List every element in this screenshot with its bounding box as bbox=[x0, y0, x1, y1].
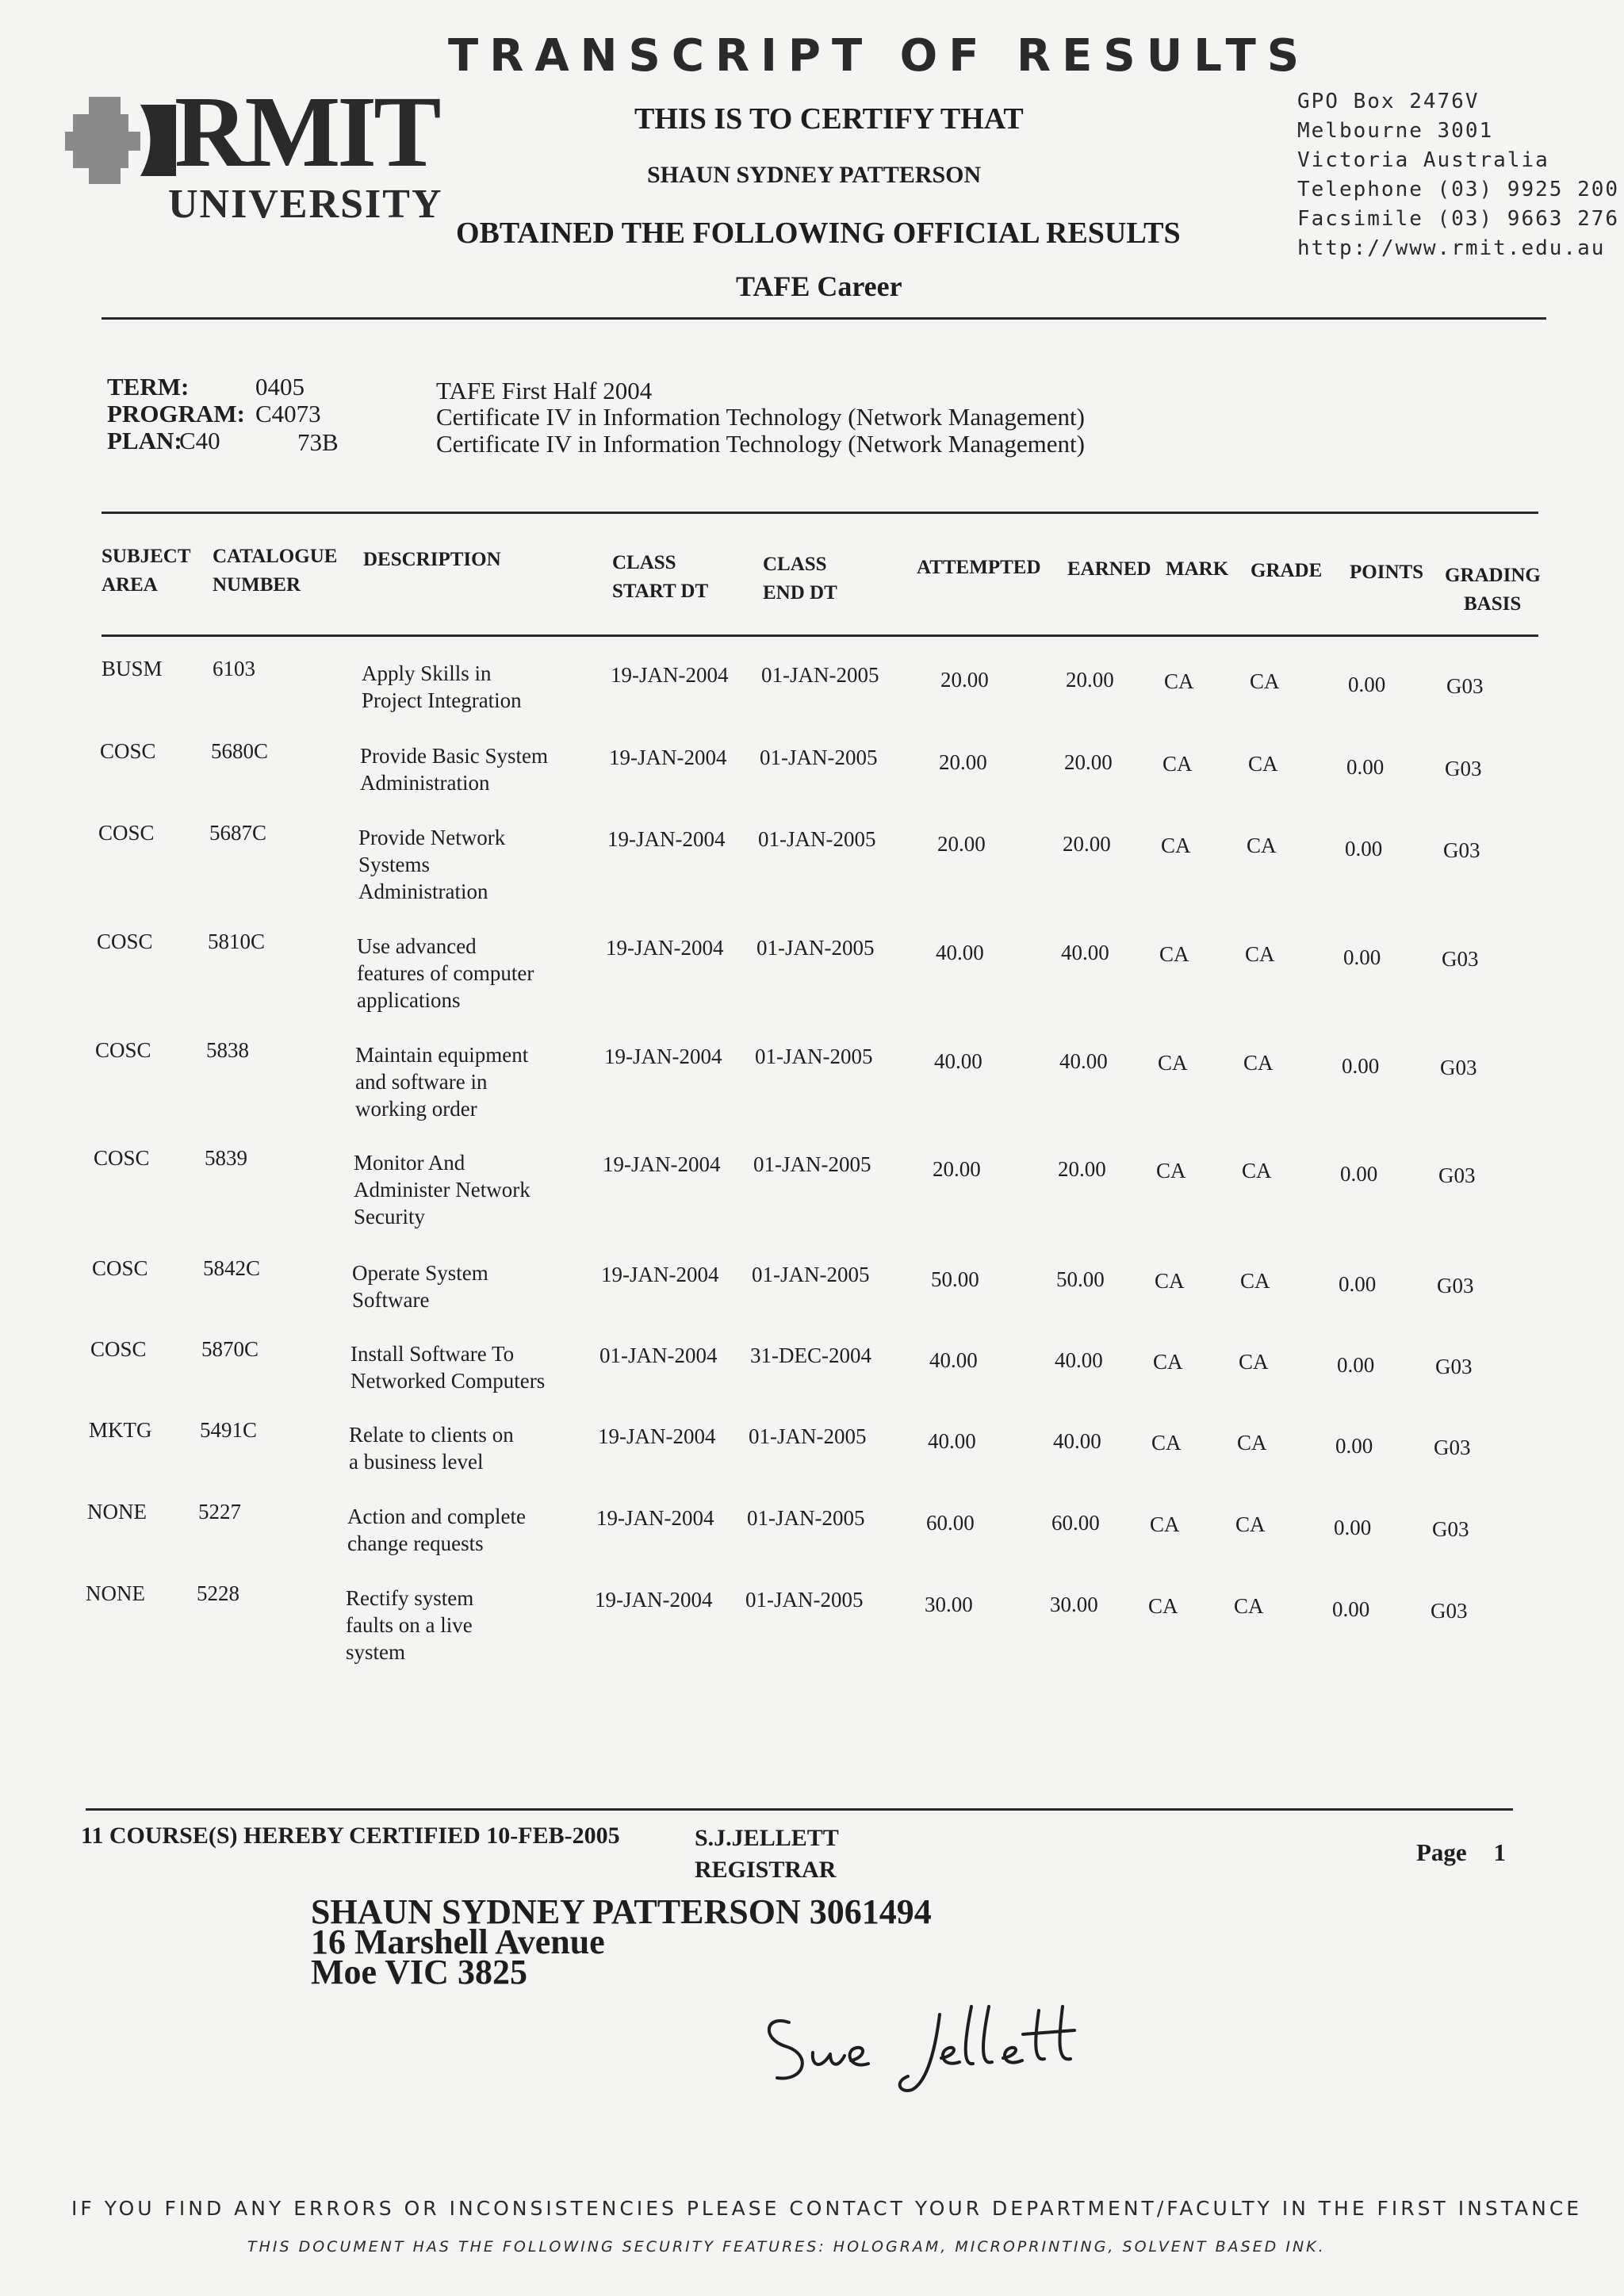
description-line: system bbox=[346, 1640, 406, 1664]
cell-points: 0.00 bbox=[1334, 1516, 1372, 1539]
cell-catalogue: 6103 bbox=[213, 657, 255, 680]
obtained-line: OBTAINED THE FOLLOWING OFFICIAL RESULTS bbox=[456, 217, 1181, 250]
cell-start: 19-JAN-2004 bbox=[609, 746, 727, 769]
cell-end: 01-JAN-2005 bbox=[752, 1263, 870, 1286]
cell-start: 19-JAN-2004 bbox=[596, 1506, 714, 1530]
cell-mark: CA bbox=[1155, 1269, 1185, 1293]
cell-points: 0.00 bbox=[1343, 945, 1381, 969]
cell-end: 01-JAN-2005 bbox=[747, 1506, 865, 1530]
col-header-subject: SUBJECT AREA bbox=[102, 546, 191, 596]
description-line: Administration bbox=[360, 771, 490, 795]
courses-certified-line: 11 COURSE(S) HEREBY CERTIFIED 10-FEB-2005 bbox=[81, 1823, 620, 1849]
table-header-rule bbox=[102, 634, 1538, 637]
cell-end: 01-JAN-2005 bbox=[756, 936, 875, 960]
student-name-header: SHAUN SYDNEY PATTERSON bbox=[647, 162, 982, 188]
certify-line: THIS IS TO CERTIFY THAT bbox=[634, 102, 1024, 136]
address-line: Victoria Australia bbox=[1297, 148, 1549, 172]
cell-grade: CA bbox=[1235, 1512, 1266, 1536]
security-features-note: THIS DOCUMENT HAS THE FOLLOWING SECURITY FEATURES: HOLOGRAM, MICROPRINTING, SOLVENT BASED INK. bbox=[247, 2238, 1326, 2256]
cell-attempted: 60.00 bbox=[926, 1511, 975, 1535]
cell-start: 19-JAN-2004 bbox=[595, 1588, 713, 1612]
description-line: Security bbox=[354, 1205, 425, 1228]
cell-catalogue: 5680C bbox=[211, 739, 269, 763]
description-line: Project Integration bbox=[362, 688, 522, 712]
description-line: Administration bbox=[358, 880, 488, 903]
cell-catalogue: 5870C bbox=[201, 1337, 259, 1361]
cell-catalogue: 5839 bbox=[205, 1146, 247, 1170]
header-rule bbox=[102, 317, 1546, 320]
col-header-end: CLASS END DT bbox=[763, 554, 837, 604]
cell-points: 0.00 bbox=[1339, 1272, 1377, 1296]
cell-mark: CA bbox=[1158, 1051, 1188, 1075]
cell-mark: CA bbox=[1161, 834, 1191, 857]
footer-rule bbox=[86, 1808, 1513, 1811]
description-line: applications bbox=[357, 988, 461, 1012]
cell-points: 0.00 bbox=[1345, 837, 1383, 861]
cell-subject: COSC bbox=[98, 821, 155, 845]
cell-points: 0.00 bbox=[1332, 1597, 1370, 1621]
cell-earned: 20.00 bbox=[1063, 832, 1111, 856]
description-line: Provide Network bbox=[358, 826, 506, 849]
cell-start: 19-JAN-2004 bbox=[603, 1152, 721, 1176]
description-line: Action and complete bbox=[347, 1504, 526, 1528]
cell-start: 19-JAN-2004 bbox=[601, 1263, 719, 1286]
cell-grade: CA bbox=[1234, 1594, 1264, 1618]
logo-wordmark: RMIT bbox=[174, 75, 439, 188]
cell-grade: CA bbox=[1245, 942, 1275, 966]
cell-start: 19-JAN-2004 bbox=[604, 1045, 722, 1068]
cell-basis: G03 bbox=[1432, 1517, 1469, 1541]
cell-earned: 40.00 bbox=[1061, 941, 1109, 964]
mailing-street: 16 Marshell Avenue bbox=[311, 1922, 605, 1961]
cell-start: 19-JAN-2004 bbox=[607, 827, 726, 851]
description-line: Operate System bbox=[352, 1261, 488, 1285]
cell-start: 01-JAN-2004 bbox=[599, 1343, 718, 1367]
cell-attempted: 30.00 bbox=[925, 1593, 973, 1616]
description-line: working order bbox=[355, 1097, 477, 1121]
cell-description bbox=[354, 1149, 530, 1230]
cell-subject: COSC bbox=[97, 930, 153, 953]
mailing-address bbox=[311, 1892, 932, 1991]
cell-mark: CA bbox=[1148, 1594, 1178, 1618]
page-label: Page bbox=[1416, 1838, 1467, 1866]
cell-earned: 40.00 bbox=[1055, 1348, 1103, 1372]
cell-description bbox=[349, 1421, 514, 1475]
col-header-basis: GRADING BASIS bbox=[1445, 565, 1541, 615]
cell-attempted: 40.00 bbox=[929, 1348, 978, 1372]
description-line: Monitor And bbox=[354, 1151, 465, 1175]
cell-mark: CA bbox=[1159, 942, 1189, 966]
cell-attempted: 20.00 bbox=[937, 832, 986, 856]
cell-subject: COSC bbox=[90, 1337, 147, 1361]
cell-mark: CA bbox=[1156, 1159, 1186, 1182]
cell-mark: CA bbox=[1151, 1431, 1182, 1455]
cell-attempted: 50.00 bbox=[931, 1267, 979, 1291]
cell-end: 01-JAN-2005 bbox=[760, 746, 878, 769]
col-header-grade: GRADE bbox=[1251, 560, 1323, 581]
description-line: a business level bbox=[349, 1450, 484, 1474]
description-line: features of computer bbox=[357, 961, 534, 985]
description-line: Software bbox=[352, 1288, 430, 1312]
address-line: GPO Box 2476V bbox=[1297, 90, 1480, 113]
plan-description: Certificate IV in Information Technology (Network Management) bbox=[436, 430, 1085, 458]
address-line: Telephone (03) 9925 200 bbox=[1297, 178, 1620, 201]
university-address bbox=[1297, 87, 1619, 263]
cell-attempted: 40.00 bbox=[936, 941, 984, 964]
col-header-attempted: ATTEMPTED bbox=[917, 557, 1041, 578]
cell-end: 01-JAN-2005 bbox=[758, 827, 876, 851]
registrar-signature bbox=[757, 1991, 1106, 2110]
description-line: Install Software To bbox=[350, 1342, 515, 1366]
description-line: and software in bbox=[355, 1070, 488, 1094]
program-description: Certificate IV in Information Technology (Network Management) bbox=[436, 403, 1085, 431]
term-description: TAFE First Half 2004 bbox=[436, 377, 653, 404]
errors-disclaimer: IF YOU FIND ANY ERRORS OR INCONSISTENCIES PLEASE CONTACT YOUR DEPARTMENT/FACULTY IN THE FIRST INSTANCE bbox=[71, 2197, 1583, 2220]
cell-description bbox=[358, 824, 505, 905]
registrar-block bbox=[695, 1823, 839, 1886]
document-title: TRANSCRIPT OF RESULTS bbox=[448, 30, 1311, 82]
cell-catalogue: 5842C bbox=[203, 1256, 261, 1280]
cell-catalogue: 5810C bbox=[208, 930, 266, 953]
cell-description bbox=[355, 1041, 528, 1122]
cell-attempted: 40.00 bbox=[928, 1429, 976, 1453]
cell-subject: BUSM bbox=[102, 657, 163, 680]
cell-end: 01-JAN-2005 bbox=[749, 1424, 867, 1448]
cell-description bbox=[357, 933, 534, 1014]
address-line: http://www.rmit.edu.au bbox=[1297, 236, 1606, 260]
cell-grade: CA bbox=[1243, 1051, 1274, 1075]
cell-description bbox=[362, 660, 522, 714]
cell-earned: 30.00 bbox=[1050, 1593, 1098, 1616]
cell-earned: 40.00 bbox=[1053, 1429, 1101, 1453]
cell-description bbox=[350, 1340, 545, 1394]
page-number: 1 bbox=[1493, 1838, 1506, 1866]
program-value: C4073 bbox=[255, 400, 321, 427]
cell-basis: G03 bbox=[1446, 674, 1484, 698]
cell-description bbox=[346, 1585, 473, 1665]
cell-subject: MKTG bbox=[89, 1418, 152, 1442]
cell-end: 01-JAN-2005 bbox=[745, 1588, 864, 1612]
term-rule bbox=[102, 512, 1538, 514]
cell-grade: CA bbox=[1242, 1159, 1272, 1182]
cell-end: 01-JAN-2005 bbox=[761, 663, 879, 687]
cell-basis: G03 bbox=[1437, 1274, 1474, 1297]
cell-points: 0.00 bbox=[1346, 755, 1385, 779]
description-line: change requests bbox=[347, 1531, 484, 1555]
page-indicator bbox=[1416, 1838, 1506, 1867]
col-header-start: CLASS START DT bbox=[612, 552, 709, 602]
cell-earned: 50.00 bbox=[1056, 1267, 1105, 1291]
cell-basis: G03 bbox=[1442, 947, 1479, 971]
cell-points: 0.00 bbox=[1335, 1434, 1373, 1458]
cell-start: 19-JAN-2004 bbox=[606, 936, 724, 960]
cell-basis: G03 bbox=[1431, 1599, 1468, 1623]
cell-earned: 40.00 bbox=[1059, 1049, 1108, 1073]
logo-university: UNIVERSITY bbox=[168, 182, 443, 227]
cell-subject: COSC bbox=[94, 1146, 150, 1170]
plan-value: C40 bbox=[179, 427, 220, 454]
cell-attempted: 20.00 bbox=[933, 1157, 981, 1181]
registrar-name: S.J.JELLETT bbox=[695, 1825, 839, 1851]
description-line: Administer Network bbox=[354, 1178, 530, 1202]
col-header-catalogue: CATALOGUE NUMBER bbox=[213, 546, 338, 596]
rmit-pixel-mark-icon bbox=[65, 97, 176, 184]
cell-points: 0.00 bbox=[1348, 673, 1386, 696]
cell-mark: CA bbox=[1150, 1512, 1180, 1536]
cell-end: 31-DEC-2004 bbox=[750, 1343, 871, 1367]
rmit-logo bbox=[65, 75, 446, 238]
description-line: Use advanced bbox=[357, 934, 477, 958]
cell-catalogue: 5838 bbox=[206, 1038, 249, 1062]
description-line: Relate to clients on bbox=[349, 1423, 514, 1447]
cell-basis: G03 bbox=[1435, 1355, 1473, 1378]
cell-end: 01-JAN-2005 bbox=[755, 1045, 873, 1068]
cell-subject: NONE bbox=[87, 1500, 147, 1524]
cell-attempted: 40.00 bbox=[934, 1049, 982, 1073]
cell-start: 19-JAN-2004 bbox=[611, 663, 729, 687]
registrar-title: REGISTRAR bbox=[695, 1857, 837, 1883]
cell-description bbox=[347, 1503, 526, 1557]
cell-attempted: 20.00 bbox=[940, 668, 989, 692]
cell-basis: G03 bbox=[1434, 1435, 1471, 1459]
cell-mark: CA bbox=[1153, 1350, 1183, 1374]
cell-earned: 60.00 bbox=[1051, 1511, 1100, 1535]
plan-value-suffix: 73B bbox=[297, 428, 339, 456]
address-line: Facsimile (03) 9663 276 bbox=[1297, 207, 1620, 231]
cell-points: 0.00 bbox=[1342, 1054, 1380, 1078]
term-label: TERM: bbox=[107, 373, 190, 401]
cell-catalogue: 5687C bbox=[209, 821, 267, 845]
cell-earned: 20.00 bbox=[1064, 750, 1113, 774]
cell-attempted: 20.00 bbox=[939, 750, 987, 774]
col-header-points: POINTS bbox=[1350, 562, 1424, 583]
plan-label: PLAN: bbox=[107, 427, 182, 454]
cell-end: 01-JAN-2005 bbox=[753, 1152, 871, 1176]
mailing-city: Moe VIC 3825 bbox=[311, 1953, 527, 1991]
description-line: Provide Basic System bbox=[360, 744, 548, 768]
description-line: Rectify system bbox=[346, 1586, 474, 1610]
cell-catalogue: 5227 bbox=[198, 1500, 241, 1524]
cell-mark: CA bbox=[1162, 752, 1193, 776]
description-line: Maintain equipment bbox=[355, 1043, 529, 1067]
cell-basis: G03 bbox=[1445, 757, 1482, 780]
description-line: Apply Skills in bbox=[362, 661, 492, 685]
cell-earned: 20.00 bbox=[1058, 1157, 1106, 1181]
cell-basis: G03 bbox=[1440, 1056, 1477, 1079]
cell-points: 0.00 bbox=[1340, 1162, 1378, 1186]
description-line: Networked Computers bbox=[350, 1369, 546, 1393]
description-line: faults on a live bbox=[346, 1613, 473, 1637]
cell-basis: G03 bbox=[1443, 838, 1480, 862]
col-header-mark: MARK bbox=[1166, 558, 1229, 580]
cell-description bbox=[360, 742, 548, 796]
cell-description bbox=[352, 1259, 488, 1313]
cell-subject: COSC bbox=[95, 1038, 151, 1062]
col-header-description: DESCRIPTION bbox=[363, 549, 501, 570]
col-header-earned: EARNED bbox=[1067, 558, 1151, 580]
cell-basis: G03 bbox=[1438, 1163, 1476, 1187]
cell-catalogue: 5491C bbox=[200, 1418, 258, 1442]
cell-subject: COSC bbox=[100, 739, 156, 763]
cell-grade: CA bbox=[1250, 669, 1280, 693]
cell-subject: NONE bbox=[86, 1581, 145, 1605]
mailing-name: SHAUN SYDNEY PATTERSON 3061494 bbox=[311, 1892, 932, 1931]
term-value: 0405 bbox=[255, 373, 304, 401]
cell-start: 19-JAN-2004 bbox=[598, 1424, 716, 1448]
cell-grade: CA bbox=[1237, 1431, 1267, 1455]
cell-subject: COSC bbox=[92, 1256, 148, 1280]
address-line: Melbourne 3001 bbox=[1297, 119, 1494, 143]
description-line: Systems bbox=[358, 853, 431, 876]
cell-grade: CA bbox=[1240, 1269, 1270, 1293]
cell-mark: CA bbox=[1164, 669, 1194, 693]
cell-grade: CA bbox=[1239, 1350, 1269, 1374]
cell-earned: 20.00 bbox=[1066, 668, 1114, 692]
cell-catalogue: 5228 bbox=[197, 1581, 239, 1605]
cell-grade: CA bbox=[1248, 752, 1278, 776]
cell-points: 0.00 bbox=[1337, 1353, 1375, 1377]
program-label: PROGRAM: bbox=[107, 400, 245, 427]
cell-grade: CA bbox=[1247, 834, 1277, 857]
career-line: TAFE Career bbox=[736, 270, 902, 302]
